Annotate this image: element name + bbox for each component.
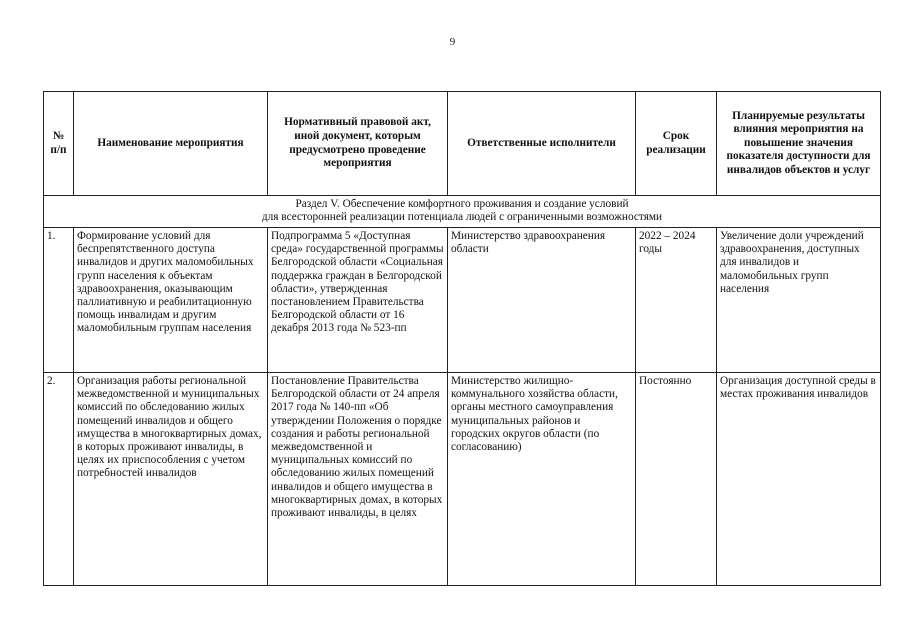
row-term: 2022 – 2024 годы [636, 228, 717, 373]
row-term: Постоянно [636, 373, 717, 586]
header-name: Наименование мероприятия [74, 92, 268, 196]
row-name: Организация работы региональной межведомственной и муниципальных комиссий по обследованию жилых помещений инвалидов и общего имущества в многоквартирных домах, в которых проживают инвалиды, в целях их приспособления с учетом потребностей инвалидов [74, 373, 268, 586]
row-results: Увеличение доли учреждений здравоохранения, доступных для инвалидов и маломобильных групп населения [717, 228, 881, 373]
table-row [44, 228, 881, 373]
section-row [44, 196, 881, 228]
row-number: 1. [44, 228, 74, 373]
section-line-2: для всесторонней реализации потенциала людей с ограниченными возможностями [261, 211, 663, 224]
row-results: Организация доступной среды в местах проживания инвалидов [717, 373, 881, 586]
section-title [44, 196, 881, 228]
row-number: 2. [44, 373, 74, 586]
row-executors: Министерство жилищно-коммунального хозяйства области, органы местного самоуправления муниципальных районов и городских округов области (по согласованию) [448, 373, 636, 586]
row-act: Подпрограмма 5 «Доступная среда» государственной программы Белгородской области «Социальная поддержка граждан в Белгородской области», утвержденная постановлением Правительства Белгородской области от 16 декабря 2013 года № 523-пп [268, 228, 448, 373]
row-act: Постановление Правительства Белгородской области от 24 апреля 2017 года № 140-пп «Об утверждении Положения о порядке создания и работы региональной межведомственной и муниципальных комиссий по обследованию жилых помещений инвалидов и общего имущества в многоквартирных домах, в которых проживают инвалиды, в целях [268, 373, 448, 586]
header-results: Планируемые результаты влияния мероприятия на повышение значения показателя доступности для инвалидов объектов и услуг [717, 92, 881, 196]
header-num: № п/п [44, 92, 74, 196]
header-executors: Ответственные исполнители [448, 92, 636, 196]
table-row [44, 373, 881, 586]
measures-table [43, 91, 881, 586]
row-name: Формирование условий для беспрепятственного доступа инвалидов и других маломобильных групп населения к объектам здравоохранения, оказывающим паллиативную и реабилитационную помощь инвалидам и другим маломобильным группам населения [74, 228, 268, 373]
table-header-row [44, 92, 881, 196]
section-line-1: Раздел V. Обеспечение комфортного проживания и создание условий [295, 198, 629, 210]
page-number: 9 [449, 36, 456, 48]
row-executors: Министерство здравоохранения области [448, 228, 636, 373]
header-term: Срок реализации [636, 92, 717, 196]
header-act: Нормативный правовой акт, иной документ, которым предусмотрено проведение мероприятия [268, 92, 448, 196]
